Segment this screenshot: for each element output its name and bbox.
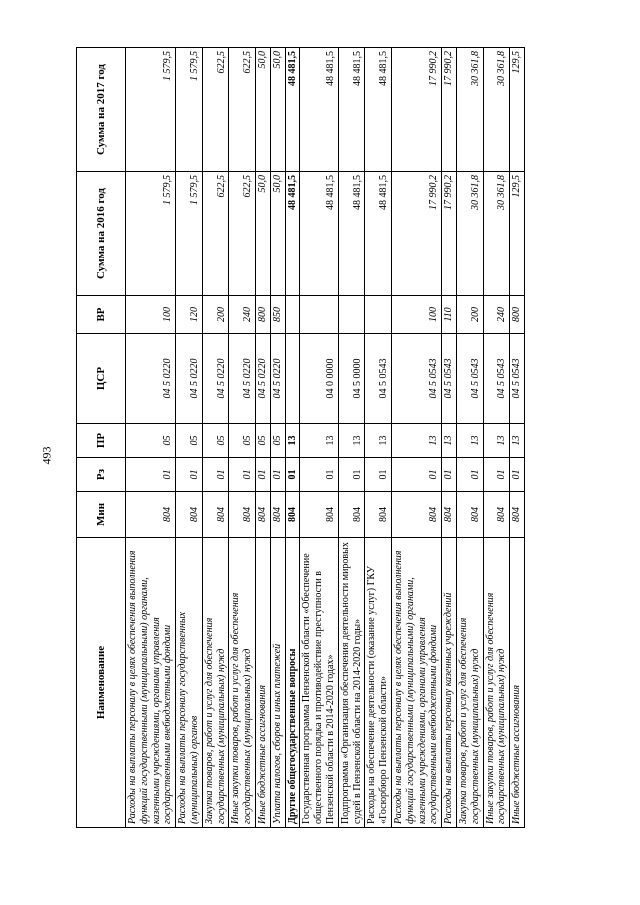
cell-name: Закупка товаров, работ и услуг для обеспечения государственных (муниципальных) нужд [456,538,483,828]
cell-vr: 200 [202,296,229,334]
table-row [391,48,441,828]
cell-rz: 01 [300,458,338,492]
cell-pr: 13 [442,424,457,458]
cell-csr: 04 5 0220 [255,334,270,424]
cell-pr: 13 [300,424,338,458]
cell-rz: 01 [442,458,457,492]
table-row [456,48,483,828]
table-row [483,48,510,828]
table-row [255,48,270,828]
cell-sum-2016: 48 481,5 [338,172,365,296]
cell-rz: 01 [126,458,176,492]
cell-name: Другие общегосударственные вопросы [285,538,300,828]
cell-sum-2016: 129,5 [510,172,525,296]
cell-min: 804 [176,492,203,538]
cell-name: Подпрограмма «Организация обеспечения деятельности мировых судей в Пензенской области на 2014-2020 годы» [338,538,365,828]
cell-csr: 04 0 0000 [300,334,338,424]
cell-rz: 01 [483,458,510,492]
cell-rz: 01 [338,458,365,492]
cell-min: 804 [300,492,338,538]
cell-sum-2016: 48 481,5 [300,172,338,296]
cell-rz: 01 [391,458,441,492]
cell-name: Расходы на выплаты персоналу в целях обеспечения выполнения функций государственными (муниципальными) органами, казенными учреждениями, органами управления государственными внебюджетными фондами [126,538,176,828]
cell-vr [300,296,338,334]
cell-min: 804 [483,492,510,538]
cell-rz: 01 [229,458,256,492]
cell-name: Расходы на выплаты персоналу в целях обеспечения выполнения функций государственными (муниципальными) органами, казенными учреждениями, органами управления государственными внебюджетными фондами [391,538,441,828]
cell-rz: 01 [255,458,270,492]
cell-min: 804 [338,492,365,538]
cell-vr: 800 [255,296,270,334]
cell-sum-2017: 1 579,5 [126,48,176,172]
cell-min: 804 [391,492,441,538]
cell-rz: 01 [510,458,525,492]
cell-pr: 13 [456,424,483,458]
cell-pr: 13 [483,424,510,458]
cell-rz: 01 [456,458,483,492]
cell-vr: 240 [483,296,510,334]
cell-sum-2016: 30 361,8 [483,172,510,296]
col-header-min: Мин [77,492,126,538]
cell-sum-2017: 50,0 [255,48,270,172]
cell-pr: 05 [176,424,203,458]
cell-sum-2016: 48 481,5 [365,172,392,296]
cell-sum-2016: 48 481,5 [285,172,300,296]
cell-sum-2016: 17 990,2 [391,172,441,296]
cell-csr: 04 5 0220 [176,334,203,424]
table-row [300,48,338,828]
cell-min: 804 [442,492,457,538]
cell-sum-2017: 622,5 [202,48,229,172]
cell-pr: 13 [510,424,525,458]
cell-sum-2016: 30 361,8 [456,172,483,296]
table-header-row [77,48,126,828]
cell-vr: 100 [126,296,176,334]
cell-csr: 04 5 0220 [126,334,176,424]
cell-vr: 200 [456,296,483,334]
cell-csr [285,334,300,424]
cell-vr [365,296,392,334]
cell-pr: 13 [285,424,300,458]
cell-name: Иные закупки товаров, работ и услуг для обеспечения государственных (муниципальных) нужд [483,538,510,828]
cell-rz: 01 [285,458,300,492]
cell-sum-2017: 30 361,8 [456,48,483,172]
cell-name: Расходы на обеспечение деятельности (оказание услуг) ГКУ «Госюрбюро Пензенской области» [365,538,392,828]
cell-name: Иные бюджетные ассигнования [510,538,525,828]
cell-csr: 04 5 0543 [365,334,392,424]
table-row [126,48,176,828]
cell-sum-2017: 17 990,2 [391,48,441,172]
cell-vr: 120 [176,296,203,334]
table-body [126,48,525,828]
cell-vr: 850 [270,296,285,334]
cell-name: Закупка товаров, работ и услуг для обеспечения государственных (муниципальных) нужд [202,538,229,828]
cell-csr: 04 5 0220 [229,334,256,424]
cell-sum-2017: 50,0 [270,48,285,172]
cell-name: Расходы на выплаты персоналу казенных учреждений [442,538,457,828]
table-row [229,48,256,828]
cell-csr: 04 5 0220 [270,334,285,424]
cell-csr: 04 5 0220 [202,334,229,424]
cell-min: 804 [510,492,525,538]
col-header-pr: ПР [77,424,126,458]
cell-sum-2016: 50,0 [255,172,270,296]
cell-vr [285,296,300,334]
cell-csr: 04 5 0000 [338,334,365,424]
cell-vr: 100 [391,296,441,334]
cell-name: Иные закупки товаров, работ и услуг для обеспечения государственных (муниципальных) нужд [229,538,256,828]
table-row [510,48,525,828]
cell-rz: 01 [270,458,285,492]
cell-rz: 01 [202,458,229,492]
table-row [176,48,203,828]
col-header-name: Наименование [77,538,126,828]
cell-name: Иные бюджетные ассигнования [255,538,270,828]
cell-sum-2017: 1 579,5 [176,48,203,172]
cell-sum-2017: 30 361,8 [483,48,510,172]
cell-rz: 01 [176,458,203,492]
col-header-sum-2017: Сумма на 2017 год [77,48,126,172]
cell-csr: 04 5 0543 [456,334,483,424]
cell-name: Государственная программа Пензенской области «Обеспечение общественного порядка и противодействие преступности в Пензенской области в 2014-2020 годах» [300,538,338,828]
cell-vr: 110 [442,296,457,334]
cell-min: 804 [255,492,270,538]
cell-min: 804 [365,492,392,538]
table-row [285,48,300,828]
cell-sum-2017: 48 481,5 [338,48,365,172]
cell-sum-2016: 622,5 [202,172,229,296]
cell-pr: 05 [255,424,270,458]
cell-min: 804 [456,492,483,538]
cell-sum-2017: 622,5 [229,48,256,172]
cell-sum-2017: 48 481,5 [365,48,392,172]
cell-sum-2017: 129,5 [510,48,525,172]
cell-csr: 04 5 0543 [483,334,510,424]
cell-sum-2016: 17 990,2 [442,172,457,296]
rotated-table-container [76,48,599,828]
cell-name: Расходы на выплаты персоналу государственных (муниципальных) органов [176,538,203,828]
cell-csr: 04 5 0543 [391,334,441,424]
cell-pr: 05 [126,424,176,458]
col-header-csr: ЦСР [77,334,126,424]
table-row [270,48,285,828]
cell-sum-2016: 50,0 [270,172,285,296]
cell-sum-2017: 17 990,2 [442,48,457,172]
cell-sum-2016: 1 579,5 [176,172,203,296]
cell-min: 804 [202,492,229,538]
cell-min: 804 [126,492,176,538]
cell-rz: 01 [365,458,392,492]
cell-vr: 800 [510,296,525,334]
cell-vr: 240 [229,296,256,334]
table-row [202,48,229,828]
cell-pr: 13 [391,424,441,458]
cell-min: 804 [229,492,256,538]
table-row [365,48,392,828]
cell-pr: 05 [270,424,285,458]
cell-pr: 13 [338,424,365,458]
col-header-vr: ВР [77,296,126,334]
cell-pr: 05 [229,424,256,458]
cell-sum-2016: 622,5 [229,172,256,296]
cell-sum-2016: 1 579,5 [126,172,176,296]
cell-csr: 04 5 0543 [510,334,525,424]
cell-sum-2017: 48 481,5 [285,48,300,172]
table-row [442,48,457,828]
cell-pr: 13 [365,424,392,458]
cell-vr [338,296,365,334]
table-row [338,48,365,828]
budget-table [76,47,525,828]
cell-name: Уплата налогов, сборов и иных платежей [270,538,285,828]
cell-pr: 05 [202,424,229,458]
page-number: 493 [39,446,54,465]
cell-csr: 04 5 0543 [442,334,457,424]
cell-min: 804 [270,492,285,538]
cell-sum-2017: 48 481,5 [300,48,338,172]
col-header-sum-2016: Сумма на 2016 год [77,172,126,296]
col-header-rz: Рз [77,458,126,492]
cell-min: 804 [285,492,300,538]
